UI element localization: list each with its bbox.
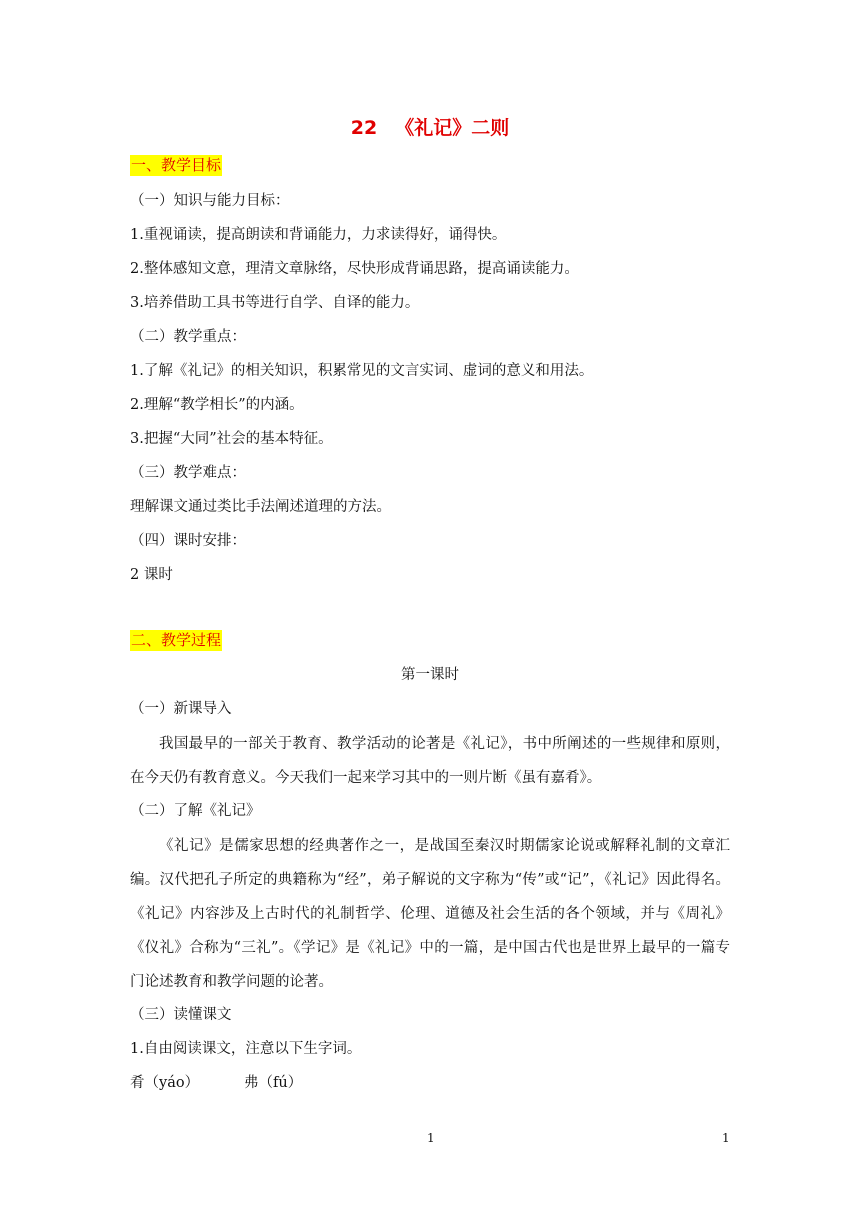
section-heading-teaching-goals: 一、教学目标 <box>131 156 222 174</box>
goal1-label: （一）知识与能力目标： <box>130 193 290 209</box>
pinyin-word: 肴（yáo） <box>130 1075 200 1091</box>
pinyin-list <box>130 1073 730 1093</box>
goal1-item: 1.重视诵读，提高朗读和背诵能力，力求读得好，诵得快。 <box>130 227 507 243</box>
read-label: （三）读懂课文 <box>130 1007 232 1023</box>
intro-label: （一）新课导入 <box>130 701 232 717</box>
lesson-subtitle: 第一课时 <box>401 667 459 683</box>
pinyin-word: 弗（fú） <box>244 1075 303 1091</box>
lesson-title: 《礼记》二则 <box>395 117 510 139</box>
about-text: 《礼记》是儒家思想的经典著作之一，是战国至秦汉时期儒家论说或解释礼制的文章汇编。汉代把孔子所定的典籍称为“经”，弟子解说的文字称为“传”或“记”，《礼记》因此得名。《礼记》内容涉及上古时代的礼制哲学、伦理、道德及社会生活的各个领域，并与《周礼》《仪礼》合称为“三礼”。《学记》是《礼记》中的一篇，是中国古代也是世界上最早的一篇专门论述教育和教学问题的论著。 <box>130 838 730 990</box>
page-number-center: 1 <box>427 1131 435 1145</box>
schedule-text: 2 课时 <box>130 567 173 583</box>
goal1-item: 2.整体感知文意，理清文章脉络，尽快形成背诵思路，提高诵读能力。 <box>130 261 579 277</box>
read-item: 1.自由阅读课文，注意以下生字词。 <box>130 1041 362 1057</box>
page-number-right: 1 <box>722 1131 730 1145</box>
schedule-label: （四）课时安排： <box>130 533 246 549</box>
lesson-number: 22 <box>350 117 378 139</box>
key-point-item: 1.了解《礼记》的相关知识，积累常见的文言实词、虚词的意义和用法。 <box>130 363 594 379</box>
goal1-item: 3.培养借助工具书等进行自学、自译的能力。 <box>130 295 420 311</box>
difficulty-text: 理解课文通过类比手法阐述道理的方法。 <box>130 499 391 515</box>
about-label: （二）了解《礼记》 <box>130 803 261 819</box>
key-point-item: 3.把握“大同”社会的基本特征。 <box>130 431 333 447</box>
intro-text: 我国最早的一部关于教育、教学活动的论著是《礼记》，书中所阐述的一些规律和原则，在今天仍有教育意义。今天我们一起来学习其中的一则片断《虽有嘉肴》。 <box>130 736 730 786</box>
page-title <box>0 116 860 140</box>
section-heading-teaching-process: 二、教学过程 <box>131 631 222 649</box>
difficulty-label: （三）教学难点： <box>130 465 246 481</box>
key-point-item: 2.理解“教学相长”的内涵。 <box>130 397 304 413</box>
intro-paragraph <box>130 727 730 795</box>
about-paragraph <box>130 829 730 999</box>
key-points-label: （二）教学重点： <box>130 329 246 345</box>
